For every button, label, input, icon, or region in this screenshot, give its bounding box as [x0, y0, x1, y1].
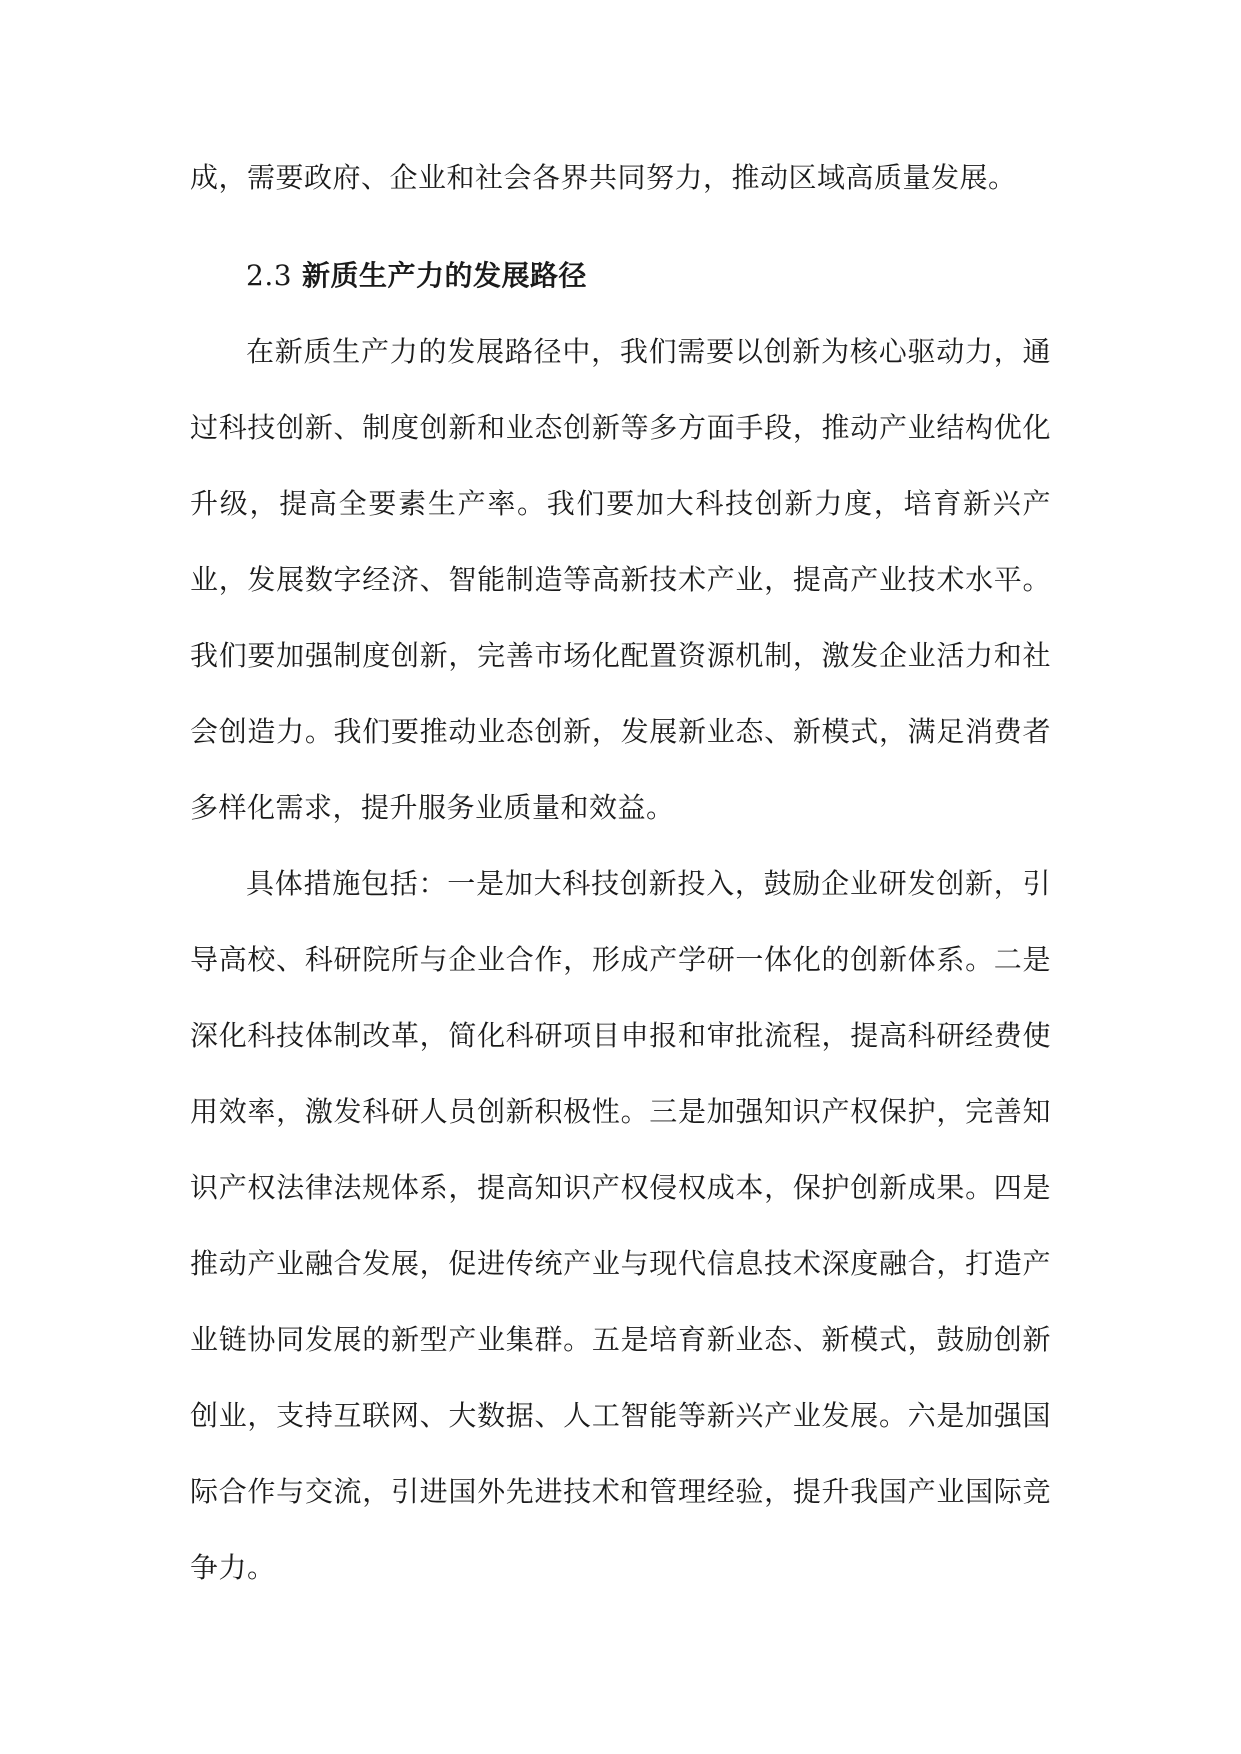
body-paragraph-2: 具体措施包括：一是加大科技创新投入，鼓励企业研发创新，引导高校、科研院所与企业合作，形成产学研一体化的创新体系。二是深化科技体制改革，简化科研项目申报和审批流程，提高科研经费使用效率，激发科研人员创新积极性。三是加强知识产权保护，完善知识产权法律法规体系，提高知识产权侵权成本，保护创新成果。四是推动产业融合发展，促进传统产业与现代信息技术深度融合，打造产业链协同发展的新型产业集群。五是培育新业态、新模式，鼓励创新创业，支持互联网、大数据、人工智能等新兴产业发展。六是加强国际合作与交流，引进国外先进技术和管理经验，提升我国产业国际竞争力。	[190, 867, 1051, 1584]
document-body	[190, 140, 1051, 1606]
section-heading	[190, 238, 1051, 314]
section-title: 新质生产力的发展路径	[302, 259, 588, 292]
body-paragraph-1: 在新质生产力的发展路径中，我们需要以创新为核心驱动力，通过科技创新、制度创新和业态创新等多方面手段，推动产业结构优化升级，提高全要素生产率。我们要加大科技创新力度，培育新兴产业，发展数字经济、智能制造等高新技术产业，提高产业技术水平。我们要加强制度创新，完善市场化配置资源机制，激发企业活力和社会创造力。我们要推动业态创新，发展新业态、新模式，满足消费者多样化需求，提升服务业质量和效益。	[190, 335, 1051, 824]
section-number: 2.3	[246, 259, 293, 292]
continuation-paragraph: 成，需要政府、企业和社会各界共同努力，推动区域高质量发展。	[190, 161, 1017, 194]
